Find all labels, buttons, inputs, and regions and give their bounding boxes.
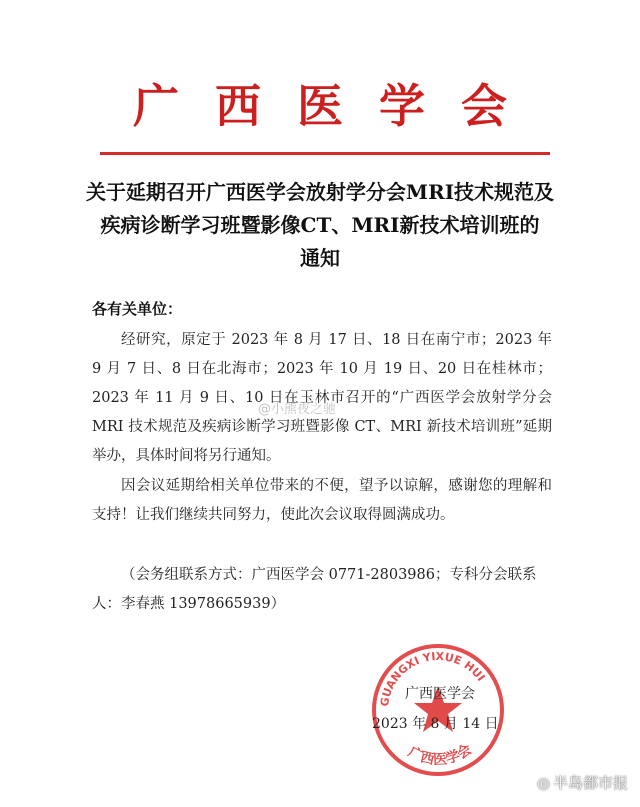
notice-title-line-2: 疾病诊断学习班暨影像CT、MRI新技术培训班的 [100,213,540,237]
red-divider-line [100,152,550,155]
seal-ring-text: GUANGXI YIXUE HUI [378,649,488,708]
publisher-logo-icon: ◎ [536,774,550,792]
notice-title-line-3: 通知 [300,246,340,270]
official-seal-stamp [368,640,508,780]
body-paragraph-1: 经研究，原定于 2023 年 8 月 17 日、18 日在南宁市；2023 年 9 月 7 日、8 日在北海市；2023 年 10 月 19 日、20 日在桂林市；2023 年 11 月 9 日、10 日在玉林市召开的“广西医学会放射学分会 MRI 技术规范及疾病诊断学习班暨影像 CT、MRI 新技术培训班”延期举办，具体时间将另行通知。 [92,332,552,464]
signature-org: 广西医学会 [405,686,475,702]
contact-info: （会务组联系方式：广西医学会 0771-2803986；专科分会联系人：李春燕 13978665939） [92,567,537,612]
letterhead-title: 广西医学会 [133,79,543,133]
signature-date: 2023 年 8 月 14 日 [372,716,499,732]
salutation: 各有关单位： [92,300,183,318]
svg-text:广西医学会 [405,741,474,769]
notice-title-line-1: 关于延期召开广西医学会放射学分会MRI技术规范及 [85,180,555,204]
body-paragraph-2: 因会议延期给相关单位带来的不便，望予以谅解，感谢您的理解和支持！让我们继续共同努力，使此次会议取得圆满成功。 [92,478,552,523]
publisher-name: 半岛都市报 [552,774,628,792]
watermark-publisher [537,772,628,793]
seal-top-text: 广西医学会 [405,741,475,769]
watermark-username: @小熊夜之驰 [258,402,337,417]
